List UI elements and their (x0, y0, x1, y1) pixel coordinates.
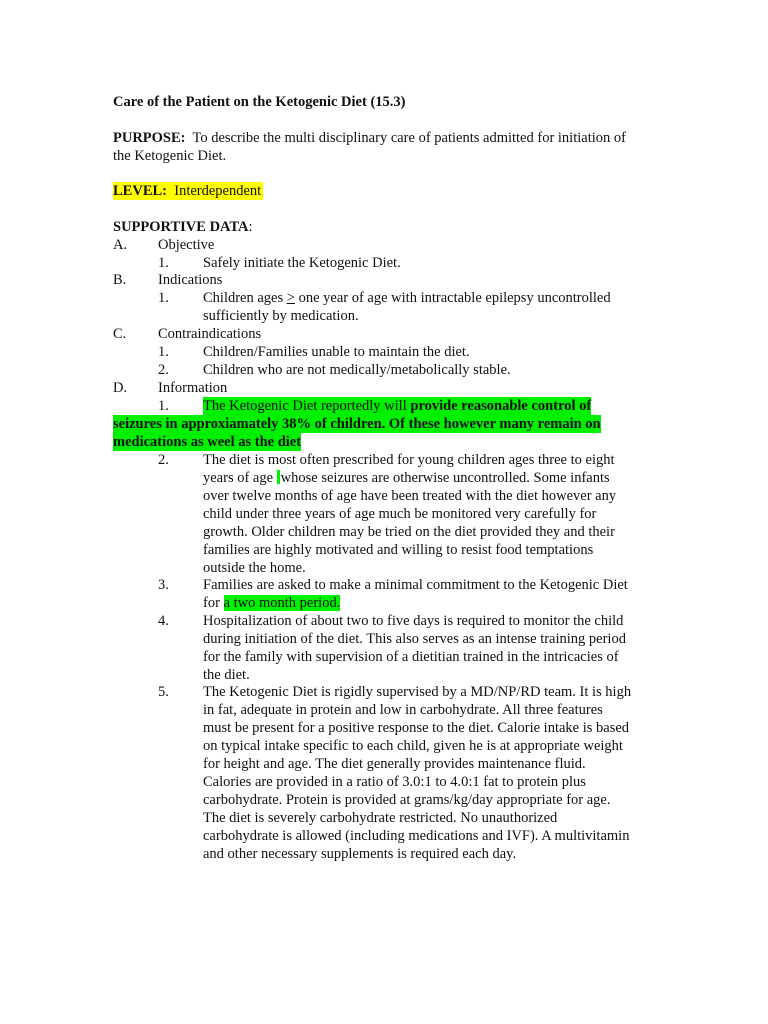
item-b1-number: 1. (158, 290, 169, 306)
supportive-data-label: SUPPORTIVE DATA (113, 219, 249, 235)
item-d5-line: in fat, adequate in protein and low in carbohydrate. All three features (203, 702, 603, 718)
item-d2-line: outside the home. (203, 560, 306, 576)
item-d3-line (203, 594, 643, 612)
item-d5-line: The Ketogenic Diet is rigidly supervised by a MD/NP/RD team. It is high (203, 684, 632, 700)
item-d1-line-1 (203, 397, 591, 415)
item-d5-line: carbohydrate. Protein is provided at grams/kg/day appropriate for age. (203, 792, 611, 808)
item-d2-line-part: years of age (203, 470, 277, 486)
item-d2-number: 2. (158, 452, 169, 468)
item-d3-text (203, 576, 643, 612)
item-d4-number: 4. (158, 613, 169, 629)
item-d1-line-2: seizures in approxiamately 38% of children. Of these however many remain on (113, 416, 601, 432)
item-d1-line-3: medications as weel as the diet (113, 434, 302, 450)
item-d4-line: Hospitalization of about two to five days is required to monitor the child (203, 613, 624, 629)
item-d5-line: The diet is severely carbohydrate restricted. No unauthorized (203, 810, 558, 826)
section-b-letter: B. (113, 272, 127, 288)
item-b1-symbol: > (286, 290, 295, 306)
item-c2-number: 2. (158, 362, 169, 378)
item-d2-line-part: whose seizures are otherwise uncontrolled. Some infants (280, 470, 610, 486)
item-b1-line-1 (203, 289, 611, 307)
section-c-letter: C. (113, 326, 127, 342)
item-d3-line: Families are asked to make a minimal commitment to the Ketogenic Diet (203, 577, 628, 593)
item-d4-line: during initiation of the diet. This also serves as an intense training period (203, 631, 626, 647)
item-d2-line: The diet is most often prescribed for young children ages three to eight (203, 452, 615, 468)
item-d2-text (203, 451, 643, 577)
item-d5-line: on typical intake specific to each child, given he is at appropriate weight (203, 738, 623, 754)
item-d5-line: carbohydrate is allowed (including medications and IVF). A multivitamin (203, 828, 630, 844)
item-c1-number: 1. (158, 344, 169, 360)
item-d5-line: for height and age. The diet generally provides maintenance fluid. (203, 756, 586, 772)
item-d2-line: over twelve months of age have been treated with the diet however any (203, 488, 617, 504)
section-c-heading: Contraindications (158, 326, 262, 342)
level-label: LEVEL: (113, 183, 167, 199)
purpose-label: PURPOSE: (113, 130, 186, 146)
level-line (113, 182, 263, 200)
item-d5-line: Calories are provided in a ratio of 3.0:1 to 4.0:1 fat to protein plus (203, 774, 586, 790)
item-d5-line: must be present for a positive response to the diet. Calorie intake is based (203, 720, 630, 736)
item-d2-line: families are highly motivated and willing to resist food temptations (203, 542, 594, 558)
level-value: Interdependent (174, 183, 262, 199)
section-a-letter: A. (113, 237, 128, 253)
document-title: Care of the Patient on the Ketogenic Diet (15.3) (113, 94, 406, 110)
section-d-heading: Information (158, 380, 228, 396)
item-d1-text-bold: provide reasonable control of (410, 398, 592, 414)
supportive-data-heading (113, 218, 253, 236)
item-b1-line-2: sufficiently by medication. (203, 308, 359, 324)
purpose-text-2: the Ketogenic Diet. (113, 148, 227, 164)
purpose-line-1 (113, 129, 626, 147)
item-d2-line (203, 469, 643, 487)
item-d3-number: 3. (158, 577, 169, 593)
supportive-data-colon: : (248, 219, 253, 235)
item-d2-line: child under three years of age much be monitored very carefully for (203, 506, 597, 522)
item-d3-highlight: a two month period. (223, 595, 341, 611)
item-a1-text: Safely initiate the Ketogenic Diet. (203, 255, 401, 271)
item-d1-number: 1. (158, 398, 169, 414)
item-d1-text-normal: The Ketogenic Diet reportedly will (203, 398, 411, 414)
item-d5-text (203, 683, 643, 863)
section-d-letter: D. (113, 380, 128, 396)
item-d3-line-part: for (203, 595, 224, 611)
item-d5-number: 5. (158, 684, 169, 700)
item-d4-text (203, 612, 643, 684)
item-c1-text: Children/Families unable to maintain the diet. (203, 344, 470, 360)
item-d5-line: and other necessary supplements is required each day. (203, 846, 517, 862)
purpose-text-1: To describe the multi disciplinary care of patients admitted for initiation of (192, 130, 626, 146)
section-a-heading: Objective (158, 237, 215, 253)
item-c2-text: Children who are not medically/metabolically stable. (203, 362, 511, 378)
highlight-marker (277, 470, 280, 484)
item-d4-line: the diet. (203, 667, 250, 683)
item-d4-line: for the family with supervision of a dietitian trained in the intricacies of (203, 649, 619, 665)
item-a1-number: 1. (158, 255, 169, 271)
item-b1-text-pre: Children ages (203, 290, 287, 306)
item-b1-text-post: one year of age with intractable epilepsy uncontrolled (294, 290, 611, 306)
section-b-heading: Indications (158, 272, 223, 288)
item-d2-line: growth. Older children may be tried on the diet provided they and their (203, 524, 615, 540)
